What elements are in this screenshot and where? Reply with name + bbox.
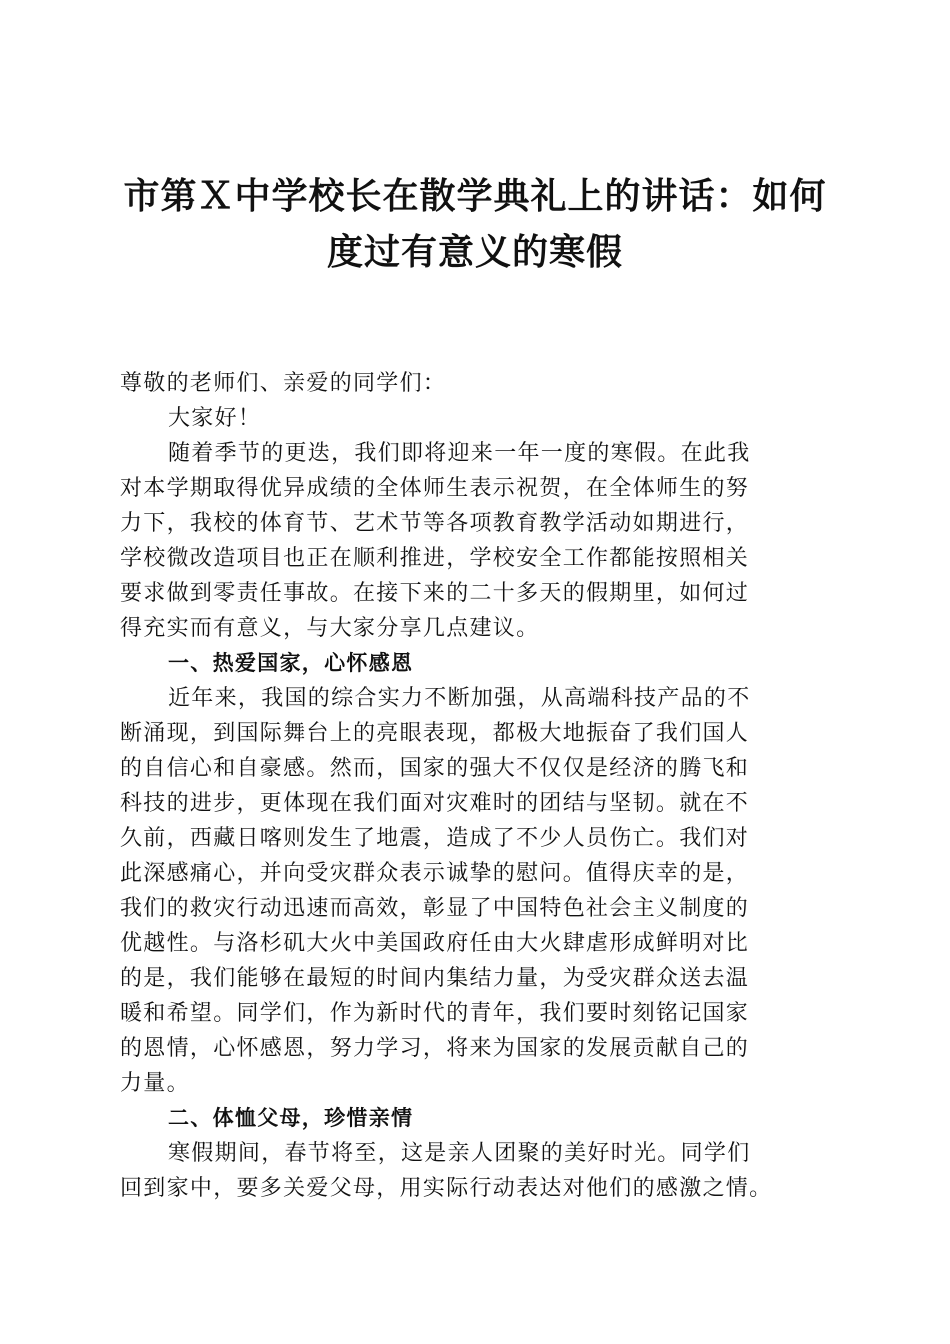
- paragraph-line: 学校微改造项目也正在顺利推进，学校安全工作都能按照相关: [120, 546, 750, 571]
- paragraph-line: 随着季节的更迭，我们即将迎来一年一度的寒假。在此我: [168, 441, 751, 466]
- paragraph-line: 的是，我们能够在最短的时间内集结力量，为受灾群众送去温: [120, 966, 750, 991]
- section-2-paragraph: [120, 1136, 832, 1206]
- paragraph-line: 此深感痛心，并向受灾群众表示诚挚的慰问。值得庆幸的是，: [120, 861, 750, 886]
- document-title: [100, 168, 850, 280]
- paragraph-line: 优越性。与洛杉矶大火中美国政府任由大火肆虐形成鲜明对比: [120, 931, 750, 956]
- title-line-2: 度过有意义的寒假: [326, 231, 623, 273]
- intro-paragraph: [120, 436, 832, 646]
- paragraph-line: 科技的进步，更体现在我们面对灾难时的团结与坚韧。就在不: [120, 791, 750, 816]
- greeting-line: 大家好！: [168, 406, 262, 431]
- paragraph-line: 要求做到零责任事故。在接下来的二十多天的假期里，如何过: [120, 581, 750, 606]
- paragraph-line: 力量。: [120, 1071, 190, 1096]
- paragraph-line: 的恩情，心怀感恩，努力学习，将来为国家的发展贡献自己的: [120, 1036, 750, 1061]
- paragraph-line: 回到家中，要多关爱父母，用实际行动表达对他们的感激之情。: [120, 1176, 773, 1201]
- paragraph-line: 我们的救灾行动迅速而高效，彰显了中国特色社会主义制度的: [120, 896, 750, 921]
- document-body: [120, 366, 832, 1206]
- paragraph-line: 断涌现，到国际舞台上的亮眼表现，都极大地振奋了我们国人: [120, 721, 750, 746]
- paragraph-line: 对本学期取得优异成绩的全体师生表示祝贺，在全体师生的努: [120, 476, 750, 501]
- section-heading-1: 一、热爱国家，心怀感恩: [168, 651, 414, 675]
- paragraph-line: 力下，我校的体育节、艺术节等各项教育教学活动如期进行，: [120, 511, 750, 536]
- paragraph-line: 寒假期间，春节将至，这是亲人团聚的美好时光。同学们: [168, 1141, 751, 1166]
- salutation-line: 尊敬的老师们、亲爱的同学们：: [120, 371, 447, 396]
- paragraph-line: 暖和希望。同学们，作为新时代的青年，我们要时刻铭记国家: [120, 1001, 750, 1026]
- paragraph-line: 的自信心和自豪感。然而，国家的强大不仅仅是经济的腾飞和: [120, 756, 750, 781]
- paragraph-line: 得充实而有意义，与大家分享几点建议。: [120, 616, 540, 641]
- section-heading-2: 二、体恤父母，珍惜亲情: [168, 1106, 414, 1130]
- paragraph-line: 近年来，我国的综合实力不断加强，从高端科技产品的不: [168, 686, 751, 711]
- paragraph-line: 久前，西藏日喀则发生了地震，造成了不少人员伤亡。我们对: [120, 826, 750, 851]
- section-1-paragraph: [120, 681, 832, 1101]
- title-line-1: 市第Ｘ中学校长在散学典礼上的讲话：如何: [123, 175, 827, 217]
